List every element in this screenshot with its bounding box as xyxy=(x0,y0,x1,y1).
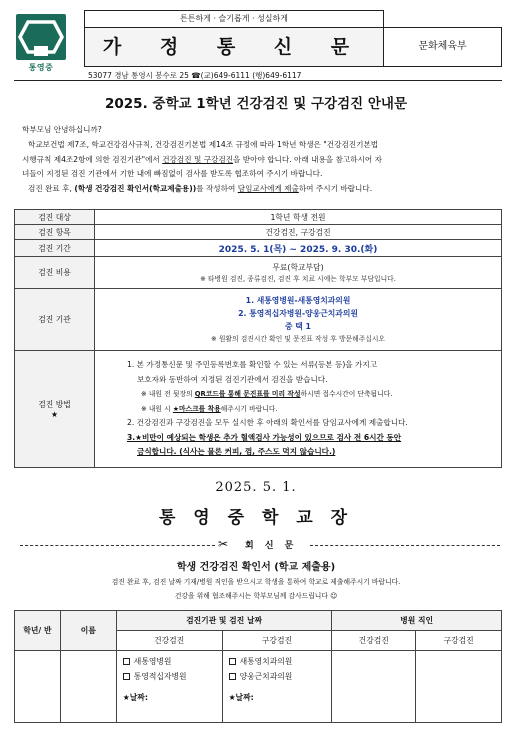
health-institution-cell xyxy=(116,651,222,723)
cut-line xyxy=(20,538,500,552)
institution-date-header: 검진기관 및 검진 날짜 xyxy=(116,611,332,631)
intro-line: 녀들이 지정된 검진 기관에서 기한 내에 빠짐없이 검사를 받도록 협조하여 주시기 바랍니다. xyxy=(22,169,323,179)
hospital-stamp-header: 병원 직인 xyxy=(332,611,502,631)
scissors-icon: ✂ xyxy=(218,537,229,551)
newsletter-header xyxy=(14,10,502,80)
checkbox-icon[interactable] xyxy=(123,673,130,680)
dental-institution-cell xyxy=(222,651,332,723)
date-label[interactable]: ★날짜: xyxy=(228,693,254,702)
institution-choice: 중 택 1 xyxy=(285,321,311,331)
page-title: 2025. 중학교 1학년 건강검진 및 구강검진 안내문 xyxy=(105,96,407,112)
grade-class-header: 학년/ 반 xyxy=(15,611,61,651)
grade-class-field[interactable] xyxy=(15,651,61,723)
cost-value: 무료(학교부담) xyxy=(272,263,324,272)
checkup-info-table xyxy=(14,209,502,468)
intro-line: 학교보건법 제7조, 학교건강검사규칙, 건강검진기본법 제14조 규정에 따라 1학년 학생은 "건강검진기본법 xyxy=(28,139,379,149)
row-label: 검진 비용 xyxy=(15,257,95,289)
dashed-line xyxy=(20,545,215,546)
health-stamp-header: 건강검진 xyxy=(332,631,416,651)
checkbox-icon[interactable] xyxy=(229,673,236,680)
school-address: 53077 경남 통영시 봉수로 25 ☎(교)649-6111 (행)649-6117 xyxy=(88,71,302,80)
checkbox-option[interactable]: 양웅근치과의원 xyxy=(229,669,326,684)
row-label: 검진 기관 xyxy=(15,289,95,351)
reply-note: 검진 완료 후, 검진 날짜 기재/병원 직인을 받으시고 학생을 통하여 학교로 제출해주시기 바랍니다. xyxy=(111,578,401,586)
health-header: 건강검진 xyxy=(116,631,222,651)
checkup-method: 1. 본 가정통신문 및 주민등록번호를 확인할 수 있는 서류(등본 등)을 가지고 보호자와 동반하여 지정된 검진기관에서 검진을 받습니다. ※ 내원 전 뒷장의 QR코드를 통해 문진표를 미리 작성하시면 접수시간이 단축됩니다. ※ 내원 시 ★마스크를 착용해주시기 바랍니다. 2. 건강검진과 구강검진을 모두 실시한 후 아래의 확인서를 담임교사에게 제출합니다. 3.★비만이 예상되는 학생은 추가 혈액검사 가능성이 있으므로 검사 전 6시간 동안 금식합니다. (식사는 물론 커피, 껌, 주스도 먹지 않습니다.) xyxy=(95,351,502,468)
table-row xyxy=(15,351,502,468)
table-row xyxy=(15,225,502,240)
health-stamp-field[interactable] xyxy=(332,651,416,723)
reply-form-title: 학생 건강검진 확인서 (학교 제출용) xyxy=(176,562,336,573)
newsletter-title: 가 정 통 신 문 xyxy=(84,27,384,67)
principal-signature: 통 영 중 학 교 장 xyxy=(158,508,354,528)
row-value xyxy=(95,257,502,289)
dental-header: 구강검진 xyxy=(222,631,332,651)
intro-line: 시행규칙 제4조2항에 의한 검진기관"에서 건강검진 및 구강검진을 받아야 합니다. 아래 내용을 참고하시어 자 xyxy=(22,154,382,164)
row-label: 검진 대상 xyxy=(15,210,95,225)
checkbox-option[interactable]: 새통영병원 xyxy=(123,654,216,669)
table-row xyxy=(15,240,502,257)
reply-note: 건강을 위해 협조해주시는 학부모님께 감사드립니다 ☺ xyxy=(174,592,338,600)
row-label: 검진 기간 xyxy=(15,240,95,257)
checkup-period: 2025. 5. 1(목) ~ 2025. 9. 30.(화) xyxy=(95,240,502,257)
institution-option: 2. 통영적십자병원-양웅근치과의원 xyxy=(238,308,358,318)
table-header-row xyxy=(15,611,502,631)
name-header: 이름 xyxy=(60,611,116,651)
institution-note: ※ 원활의 검진시간 확인 및 문진표 작성 후 방문해주십시오 xyxy=(211,334,385,343)
star-icon: ★ xyxy=(51,410,58,419)
date-label[interactable]: ★날짜: xyxy=(122,693,148,702)
dashed-line xyxy=(310,545,500,546)
checkbox-option[interactable]: 통영적십자병원 xyxy=(123,669,216,684)
dental-stamp-field[interactable] xyxy=(416,651,502,723)
institution-option: 1. 새통영병원-새통영치과의원 xyxy=(245,295,351,305)
table-row xyxy=(15,289,502,351)
dental-stamp-header: 구강검진 xyxy=(416,631,502,651)
issue-date: 2025. 5. 1. xyxy=(215,480,297,495)
intro-text xyxy=(22,123,492,197)
row-value: 건강검진, 구강검진 xyxy=(95,225,502,240)
table-row xyxy=(15,651,502,723)
underlined-text: 건강검진 및 구강검진 xyxy=(162,154,234,164)
checkbox-icon[interactable] xyxy=(229,658,236,665)
greeting: 학부모님 안녕하십니까? xyxy=(22,125,102,134)
row-value: 1학년 학생 전원 xyxy=(95,210,502,225)
table-row xyxy=(15,210,502,225)
department-name: 문화체육부 xyxy=(384,27,502,67)
name-field[interactable] xyxy=(60,651,116,723)
cut-label: 회 신 문 xyxy=(242,538,300,551)
row-label: 검진 항목 xyxy=(15,225,95,240)
logo-text: 통영중 xyxy=(28,63,54,72)
institution-list xyxy=(95,289,502,351)
checkbox-icon[interactable] xyxy=(123,658,130,665)
table-row xyxy=(15,257,502,289)
school-motto: 튼튼하게 · 슬기롭게 · 성실하게 xyxy=(84,10,384,27)
checkbox-option[interactable]: 새통영치과의원 xyxy=(229,654,326,669)
submission-instruction: 검진 완료 후, (학생 건강검진 확인서(학교제출용))를 작성하여 담임교사에게 제출하여 주시기 바랍니다. xyxy=(28,184,373,194)
row-label: 검진 방법 ★ xyxy=(15,351,95,468)
header-divider xyxy=(14,80,502,81)
reply-form-table xyxy=(14,610,502,723)
cost-note: ※ 타병원 검진, 종류검진, 검진 후 치료 시에는 학부모 부담입니다. xyxy=(200,275,396,283)
